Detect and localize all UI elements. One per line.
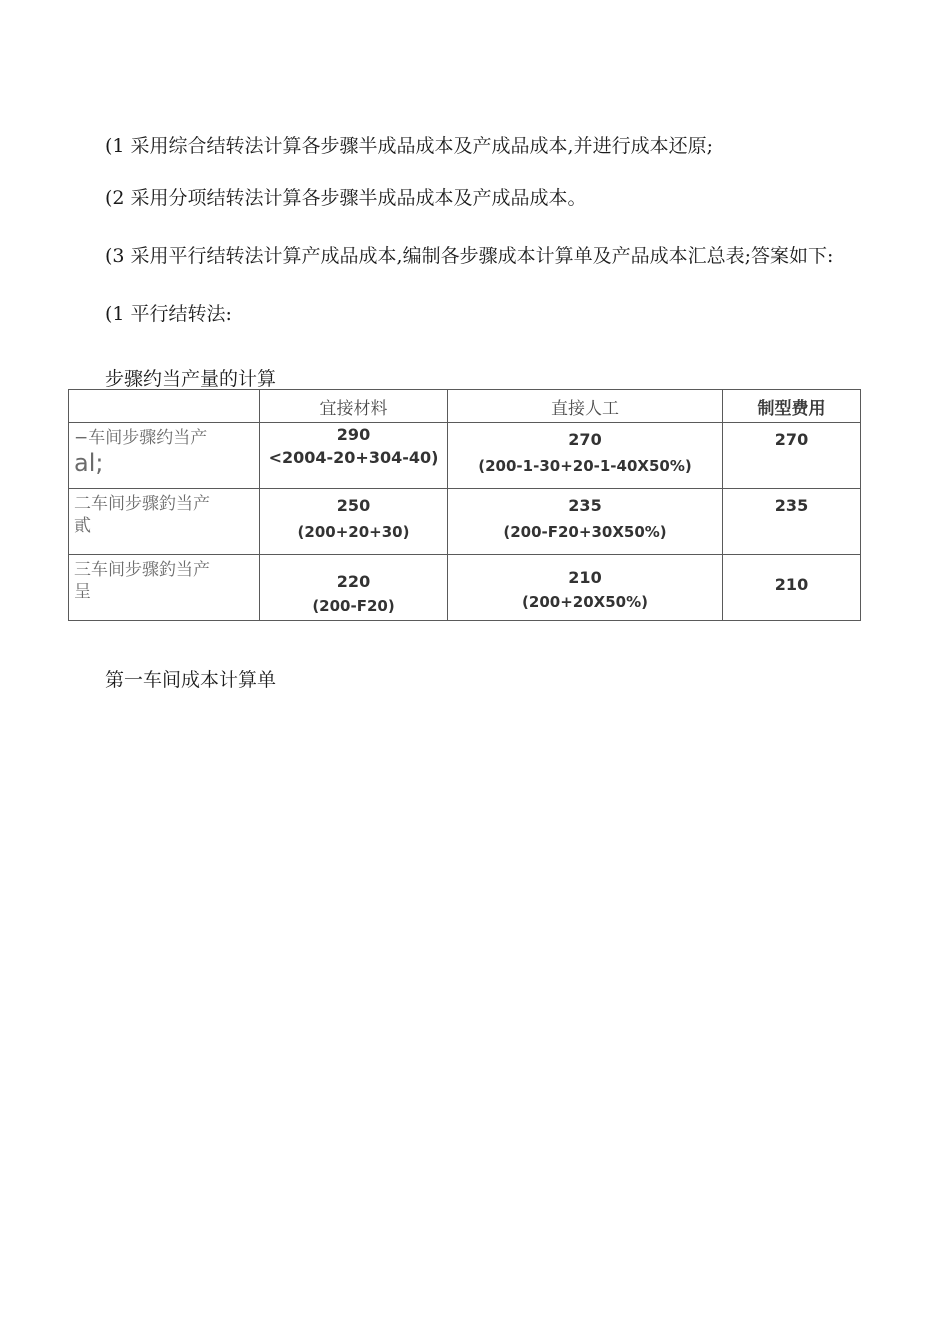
row-label-text: 三车间步骤釣当产 (74, 560, 210, 580)
paragraph-answer-heading: (1 平行结转法: (105, 303, 232, 325)
paragraph-method-2: (2 采用分项结转法计算各步骤半成品成本及产成品成本。 (105, 187, 587, 209)
overhead-value: 210 (774, 575, 809, 594)
overhead-cell (723, 489, 861, 555)
table-title: 步骤约当产量的计算 (105, 368, 277, 390)
labor-formula: (200-1-30+20-1-40X50%) (478, 457, 692, 475)
paragraph-method-1: (1 采用综合结转法计算各步骤半成品成本及产成品成本,并进行成本还原; (105, 135, 713, 157)
labor-cell (448, 423, 723, 489)
row-label (69, 423, 260, 489)
row-label-sub: 貳 (74, 516, 91, 536)
header-direct-materials: 宜接材料 (260, 390, 448, 423)
material-formula: <2004-20+304-40) (268, 448, 439, 467)
header-direct-labor: 直接人工 (448, 390, 723, 423)
labor-formula: (200+20X50%) (522, 593, 648, 611)
cost-sheet-title: 第一车间成本计算单 (105, 669, 277, 691)
material-formula: (200+20+30) (297, 523, 410, 541)
row-label-text: 二车间步骤釣当产 (74, 494, 210, 514)
table-row (69, 555, 861, 621)
labor-value: 270 (568, 430, 602, 449)
row-label (69, 555, 260, 621)
row-label-sub: al; (74, 449, 104, 477)
overhead-cell (723, 423, 861, 489)
equivalent-output-table (68, 389, 861, 621)
labor-cell (448, 555, 723, 621)
row-label-sub: 呈 (74, 582, 91, 602)
material-cell (260, 489, 448, 555)
header-overhead: 制型费用 (723, 390, 861, 423)
table-header-row (69, 390, 861, 423)
overhead-value: 270 (774, 430, 809, 449)
material-formula: (200-F20) (312, 597, 395, 615)
labor-cell (448, 489, 723, 555)
overhead-cell (723, 555, 861, 621)
material-value: 290 (336, 425, 371, 444)
overhead-value: 235 (774, 496, 809, 515)
table-row (69, 423, 861, 489)
material-cell (260, 423, 448, 489)
material-cell (260, 555, 448, 621)
material-value: 250 (336, 496, 371, 515)
paragraph-method-3: (3 采用平行结转法计算产成品成本,编制各步骤成本计算单及产品成本汇总表;答案如下: (105, 245, 834, 267)
labor-value: 210 (568, 568, 602, 587)
row-label (69, 489, 260, 555)
table-row (69, 489, 861, 555)
material-value: 220 (336, 572, 371, 591)
row-label-text: −车间步骤约当产 (74, 428, 208, 448)
header-blank (69, 390, 260, 423)
labor-formula: (200-F20+30X50%) (503, 523, 667, 541)
labor-value: 235 (568, 496, 602, 515)
